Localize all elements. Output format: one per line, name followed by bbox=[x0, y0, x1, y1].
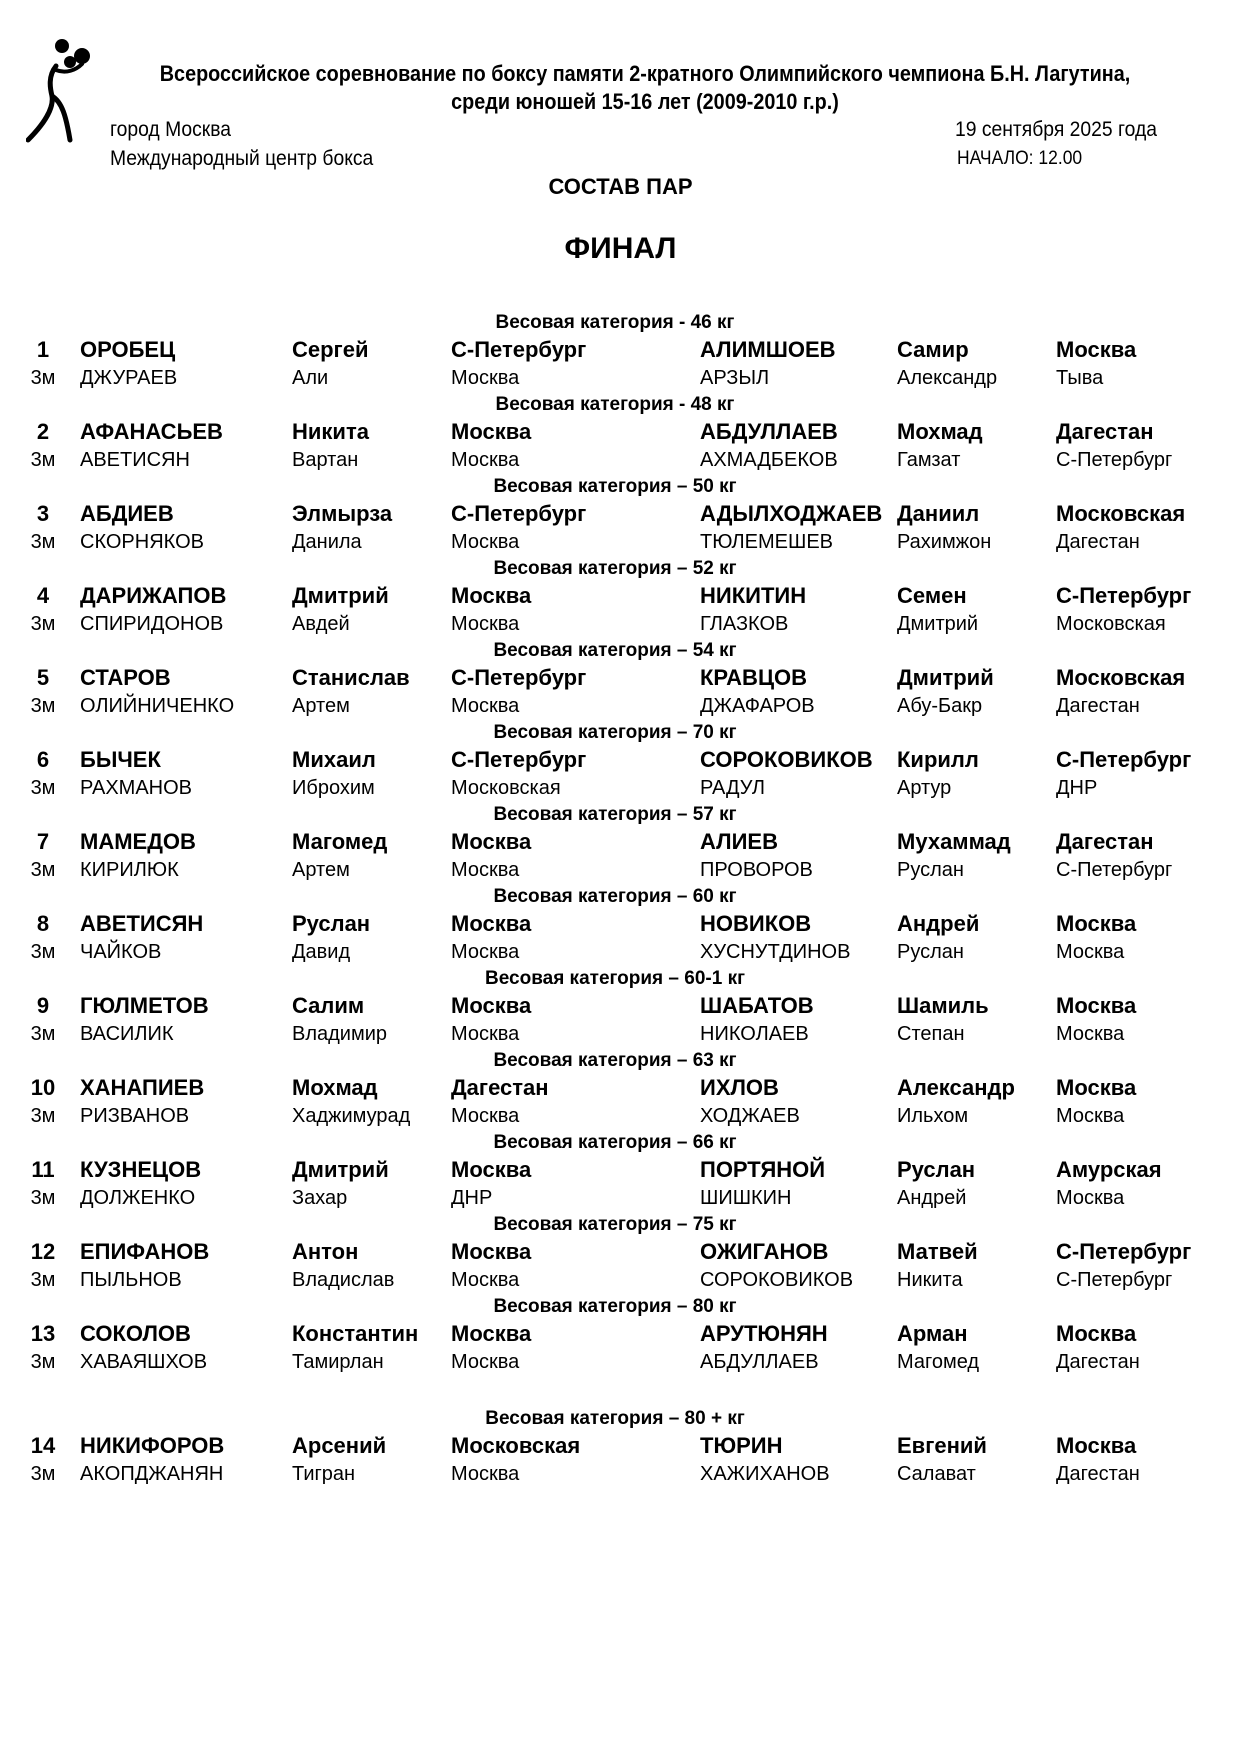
blue-coach-name: Артур bbox=[897, 777, 952, 799]
red-boxer-name: Арсений bbox=[292, 1433, 387, 1458]
blue-boxer-surname: ИХЛОВ bbox=[700, 1075, 779, 1100]
bout-row bbox=[0, 1074, 1241, 1102]
weight-category-header: Весовая категория – 80 кг bbox=[493, 1296, 737, 1317]
bout-row bbox=[0, 418, 1241, 446]
weight-category-header: Весовая категория – 60 кг bbox=[493, 886, 737, 907]
weight-category-header: Весовая категория – 60-1 кг bbox=[484, 968, 746, 989]
blue-coach-surname: ШИШКИН bbox=[700, 1187, 792, 1209]
red-coach-surname: ОЛИЙНИЧЕНКО bbox=[80, 695, 235, 717]
red-coach-surname: ДЖУРАЕВ bbox=[80, 367, 178, 389]
bout-row bbox=[0, 500, 1241, 528]
red-coach-surname: ХАВАЯШХОВ bbox=[80, 1351, 208, 1373]
stage-heading: ФИНАЛ bbox=[564, 232, 677, 265]
weight-category-header: Весовая категория – 63 кг bbox=[493, 1050, 737, 1071]
bout-rounds: 3м bbox=[30, 1023, 56, 1045]
red-coach-region: Москва bbox=[451, 531, 520, 553]
blue-boxer-region: Москва bbox=[1056, 1433, 1137, 1458]
bout-row bbox=[0, 746, 1241, 774]
coach-row bbox=[0, 1460, 1241, 1488]
start-time-label: НАЧАЛО: 12.00 bbox=[957, 148, 1083, 169]
blue-coach-region: Дагестан bbox=[1056, 1463, 1140, 1485]
coach-row bbox=[0, 364, 1241, 392]
red-coach-surname: АКОПДЖАНЯН bbox=[80, 1463, 224, 1485]
red-boxer-surname: АФАНАСЬЕВ bbox=[80, 419, 223, 444]
blue-boxer-surname: АЛИЕВ bbox=[700, 829, 778, 854]
coach-row bbox=[0, 1348, 1241, 1376]
blue-boxer-name: Мухаммад bbox=[897, 829, 1011, 854]
red-coach-region: Москва bbox=[451, 1463, 520, 1485]
bout-rounds: 3м bbox=[30, 449, 56, 471]
bout-row bbox=[0, 828, 1241, 856]
bout-number: 14 bbox=[30, 1433, 56, 1458]
red-coach-name: Тигран bbox=[292, 1463, 356, 1485]
blue-coach-region: С-Петербург bbox=[1056, 859, 1173, 881]
blue-boxer-region: Москва bbox=[1056, 993, 1137, 1018]
coach-row bbox=[0, 692, 1241, 720]
blue-coach-region: Тыва bbox=[1056, 367, 1104, 389]
red-boxer-surname: БЫЧЕК bbox=[80, 747, 161, 772]
red-boxer-surname: ХАНАПИЕВ bbox=[80, 1075, 205, 1100]
blue-coach-region: Дагестан bbox=[1056, 531, 1140, 553]
red-boxer-name: Константин bbox=[292, 1321, 419, 1346]
bout-number: 6 bbox=[36, 747, 50, 772]
weight-category-header: Весовая категория – 66 кг bbox=[493, 1132, 737, 1153]
bout-row bbox=[0, 336, 1241, 364]
bout-row bbox=[0, 1320, 1241, 1348]
bout-number: 4 bbox=[36, 583, 50, 608]
red-boxer-surname: НИКИФОРОВ bbox=[80, 1433, 225, 1458]
blue-coach-name: Дмитрий bbox=[897, 613, 979, 635]
blue-boxer-region: Московская bbox=[1056, 501, 1186, 526]
red-coach-region: Москва bbox=[451, 1023, 520, 1045]
red-boxer-name: Сергей bbox=[292, 337, 369, 362]
red-coach-name: Владимир bbox=[292, 1023, 388, 1045]
blue-boxer-name: Семен bbox=[897, 583, 967, 608]
red-boxer-region: Москва bbox=[451, 419, 532, 444]
red-coach-surname: СПИРИДОНОВ bbox=[80, 613, 224, 635]
blue-coach-surname: АХМАДБЕКОВ bbox=[700, 449, 838, 471]
blue-boxer-region: Москва bbox=[1056, 1075, 1137, 1100]
coach-row bbox=[0, 1266, 1241, 1294]
red-boxer-region: Москва bbox=[451, 583, 532, 608]
red-boxer-name: Михаил bbox=[292, 747, 376, 772]
blue-coach-region: Москва bbox=[1056, 1187, 1125, 1209]
red-coach-region: Москва bbox=[451, 1105, 520, 1127]
blue-boxer-region: Москва bbox=[1056, 1321, 1137, 1346]
red-boxer-region: Московская bbox=[451, 1433, 581, 1458]
red-coach-name: Иброхим bbox=[292, 777, 375, 799]
bout-rounds: 3м bbox=[30, 695, 56, 717]
blue-coach-name: Магомед bbox=[897, 1351, 980, 1373]
blue-boxer-surname: НОВИКОВ bbox=[700, 911, 812, 936]
coach-row bbox=[0, 446, 1241, 474]
red-coach-region: ДНР bbox=[451, 1187, 493, 1209]
red-boxer-region: С-Петербург bbox=[451, 747, 587, 772]
red-coach-region: Москва bbox=[451, 1351, 520, 1373]
bout-number: 5 bbox=[36, 665, 50, 690]
red-boxer-region: Москва bbox=[451, 1321, 532, 1346]
red-coach-surname: СКОРНЯКОВ bbox=[80, 531, 204, 553]
bout-rounds: 3м bbox=[30, 1105, 56, 1127]
blue-coach-region: Москва bbox=[1056, 1023, 1125, 1045]
bout-rounds: 3м bbox=[30, 613, 56, 635]
blue-coach-surname: ХУСНУТДИНОВ bbox=[700, 941, 851, 963]
blue-coach-region: Московская bbox=[1056, 613, 1166, 635]
red-boxer-surname: ЕПИФАНОВ bbox=[80, 1239, 210, 1264]
red-boxer-region: С-Петербург bbox=[451, 337, 587, 362]
blue-boxer-surname: ПОРТЯНОЙ bbox=[700, 1157, 826, 1182]
weight-category-header: Весовая категория - 46 кг bbox=[495, 312, 735, 333]
blue-boxer-surname: АДЫЛХОДЖАЕВ bbox=[700, 501, 883, 526]
blue-boxer-surname: АЛИМШОЕВ bbox=[700, 337, 836, 362]
blue-coach-region: Дагестан bbox=[1056, 695, 1140, 717]
blue-coach-name: Степан bbox=[897, 1023, 965, 1045]
bout-rounds: 3м bbox=[30, 367, 56, 389]
red-boxer-name: Салим bbox=[292, 993, 365, 1018]
blue-coach-name: Руслан bbox=[897, 859, 964, 881]
bout-number: 7 bbox=[36, 829, 50, 854]
blue-coach-surname: АРЗЫЛ bbox=[700, 367, 770, 389]
bout-rounds: 3м bbox=[30, 1187, 56, 1209]
weight-category-header: Весовая категория - 48 кг bbox=[495, 394, 735, 415]
bout-row bbox=[0, 992, 1241, 1020]
red-coach-name: Тамирлан bbox=[292, 1351, 384, 1373]
weight-category-header: Весовая категория – 70 кг bbox=[493, 722, 737, 743]
coach-row bbox=[0, 1184, 1241, 1212]
red-coach-surname: ДОЛЖЕНКО bbox=[80, 1187, 196, 1209]
date-label: 19 сентября 2025 года bbox=[955, 118, 1157, 141]
bout-row bbox=[0, 664, 1241, 692]
city-label: город Москва bbox=[110, 118, 232, 141]
blue-boxer-surname: ТЮРИН bbox=[700, 1433, 783, 1458]
red-coach-region: Москва bbox=[451, 859, 520, 881]
blue-coach-region: Москва bbox=[1056, 1105, 1125, 1127]
red-boxer-surname: СТАРОВ bbox=[80, 665, 171, 690]
coach-row bbox=[0, 528, 1241, 556]
blue-coach-region: С-Петербург bbox=[1056, 449, 1173, 471]
blue-boxer-region: Московская bbox=[1056, 665, 1186, 690]
red-coach-region: Москва bbox=[451, 1269, 520, 1291]
blue-coach-surname: ТЮЛЕМЕШЕВ bbox=[700, 531, 833, 553]
blue-coach-surname: ХОДЖАЕВ bbox=[700, 1105, 800, 1127]
bout-rounds: 3м bbox=[30, 859, 56, 881]
red-coach-name: Владислав bbox=[292, 1269, 395, 1291]
red-boxer-name: Дмитрий bbox=[292, 583, 389, 608]
red-boxer-name: Станислав bbox=[292, 665, 410, 690]
blue-boxer-region: С-Петербург bbox=[1056, 583, 1192, 608]
bout-number: 2 bbox=[36, 419, 50, 444]
blue-boxer-region: Москва bbox=[1056, 337, 1137, 362]
bout-rounds: 3м bbox=[30, 1269, 56, 1291]
blue-coach-region: С-Петербург bbox=[1056, 1269, 1173, 1291]
red-boxer-region: С-Петербург bbox=[451, 501, 587, 526]
coach-row bbox=[0, 774, 1241, 802]
red-coach-surname: ПЫЛЬНОВ bbox=[80, 1269, 182, 1291]
red-boxer-name: Антон bbox=[292, 1239, 359, 1264]
red-coach-region: Москва bbox=[451, 695, 520, 717]
red-boxer-name: Элмырза bbox=[292, 501, 393, 526]
red-boxer-surname: ДАРИЖАПОВ bbox=[80, 583, 227, 608]
red-coach-surname: РИЗВАНОВ bbox=[80, 1105, 190, 1127]
bout-rounds: 3м bbox=[30, 1351, 56, 1373]
blue-coach-surname: СОРОКОВИКОВ bbox=[700, 1269, 854, 1291]
blue-coach-surname: ДЖАФАРОВ bbox=[700, 695, 815, 717]
red-coach-name: Али bbox=[292, 367, 329, 389]
red-coach-region: Москва bbox=[451, 613, 520, 635]
blue-boxer-region: Дагестан bbox=[1056, 419, 1154, 444]
blue-coach-name: Андрей bbox=[897, 1187, 967, 1209]
blue-boxer-surname: АБДУЛЛАЕВ bbox=[700, 419, 838, 444]
bout-row bbox=[0, 1432, 1241, 1460]
red-coach-region: Московская bbox=[451, 777, 561, 799]
blue-boxer-name: Самир bbox=[897, 337, 969, 362]
blue-coach-surname: РАДУЛ bbox=[700, 777, 765, 799]
red-boxer-region: С-Петербург bbox=[451, 665, 587, 690]
bout-row bbox=[0, 910, 1241, 938]
red-boxer-surname: АВЕТИСЯН bbox=[80, 911, 204, 936]
blue-coach-name: Руслан bbox=[897, 941, 964, 963]
event-title: Всероссийское соревнование по боксу памяти 2-кратного Олимпийского чемпиона Б.Н. Лагутина, bbox=[159, 61, 1131, 86]
red-boxer-surname: ГЮЛМЕТОВ bbox=[80, 993, 209, 1018]
blue-boxer-surname: АРУТЮНЯН bbox=[700, 1321, 828, 1346]
bout-rounds: 3м bbox=[30, 531, 56, 553]
red-boxer-region: Москва bbox=[451, 993, 532, 1018]
red-boxer-name: Руслан bbox=[292, 911, 371, 936]
weight-category-header: Весовая категория – 54 кг bbox=[493, 640, 737, 661]
weight-category-header: Весовая категория – 80 + кг bbox=[485, 1408, 745, 1429]
blue-boxer-name: Евгений bbox=[897, 1433, 987, 1458]
coach-row bbox=[0, 610, 1241, 638]
blue-boxer-surname: КРАВЦОВ bbox=[700, 665, 808, 690]
red-boxer-region: Москва bbox=[451, 1157, 532, 1182]
blue-coach-surname: НИКОЛАЕВ bbox=[700, 1023, 809, 1045]
blue-coach-name: Ильхом bbox=[897, 1105, 969, 1127]
blue-coach-name: Александр bbox=[897, 367, 998, 389]
blue-boxer-name: Матвей bbox=[897, 1239, 978, 1264]
blue-coach-surname: ХАЖИХАНОВ bbox=[700, 1463, 830, 1485]
blue-coach-name: Абу-Бакр bbox=[897, 695, 983, 717]
blue-boxer-region: Амурская bbox=[1056, 1157, 1162, 1182]
coach-row bbox=[0, 1102, 1241, 1130]
bout-row bbox=[0, 1238, 1241, 1266]
weight-category-header: Весовая категория – 57 кг bbox=[493, 804, 737, 825]
bout-rounds: 3м bbox=[30, 777, 56, 799]
blue-boxer-region: Дагестан bbox=[1056, 829, 1154, 854]
red-boxer-surname: СОКОЛОВ bbox=[80, 1321, 191, 1346]
blue-boxer-name: Александр bbox=[897, 1075, 1015, 1100]
red-boxer-name: Мохмад bbox=[292, 1075, 378, 1100]
red-coach-region: Москва bbox=[451, 449, 520, 471]
blue-boxer-surname: ОЖИГАНОВ bbox=[700, 1239, 829, 1264]
blue-coach-surname: ПРОВОРОВ bbox=[700, 859, 813, 881]
red-coach-surname: ЧАЙКОВ bbox=[80, 941, 162, 963]
red-coach-name: Авдей bbox=[292, 613, 350, 635]
blue-coach-name: Салават bbox=[897, 1463, 976, 1485]
red-boxer-name: Дмитрий bbox=[292, 1157, 389, 1182]
red-boxer-name: Магомед bbox=[292, 829, 388, 854]
bout-number: 9 bbox=[36, 993, 50, 1018]
venue-label: Международный центр бокса bbox=[110, 147, 374, 170]
bout-roster bbox=[0, 310, 1241, 1488]
red-coach-name: Хаджимурад bbox=[292, 1105, 411, 1127]
blue-coach-region: Дагестан bbox=[1056, 1351, 1140, 1373]
red-boxer-region: Дагестан bbox=[451, 1075, 549, 1100]
blue-coach-surname: АБДУЛЛАЕВ bbox=[700, 1351, 819, 1373]
blue-coach-name: Гамзат bbox=[897, 449, 961, 471]
weight-category-header: Весовая категория – 50 кг bbox=[493, 476, 737, 497]
red-coach-region: Москва bbox=[451, 367, 520, 389]
bout-rounds: 3м bbox=[30, 941, 56, 963]
weight-category-header: Весовая категория – 75 кг bbox=[493, 1214, 737, 1235]
red-coach-surname: АВЕТИСЯН bbox=[80, 449, 190, 471]
blue-boxer-surname: СОРОКОВИКОВ bbox=[700, 747, 873, 772]
red-boxer-surname: КУЗНЕЦОВ bbox=[80, 1157, 202, 1182]
blue-boxer-surname: ШАБАТОВ bbox=[700, 993, 814, 1018]
weight-category-header: Весовая категория – 52 кг bbox=[493, 558, 737, 579]
bout-number: 3 bbox=[36, 501, 50, 526]
red-boxer-name: Никита bbox=[292, 419, 369, 444]
red-coach-region: Москва bbox=[451, 941, 520, 963]
blue-boxer-name: Даниил bbox=[897, 501, 980, 526]
red-boxer-region: Москва bbox=[451, 1239, 532, 1264]
bout-number: 12 bbox=[30, 1239, 56, 1264]
red-coach-name: Данила bbox=[292, 531, 362, 553]
red-boxer-surname: АБДИЕВ bbox=[80, 501, 174, 526]
bout-row bbox=[0, 1156, 1241, 1184]
blue-boxer-surname: НИКИТИН bbox=[700, 583, 807, 608]
coach-row bbox=[0, 856, 1241, 884]
red-coach-surname: КИРИЛЮК bbox=[80, 859, 179, 881]
blue-coach-surname: ГЛАЗКОВ bbox=[700, 613, 789, 635]
blue-boxer-name: Дмитрий bbox=[897, 665, 994, 690]
bout-number: 8 bbox=[36, 911, 50, 936]
blue-boxer-name: Мохмад bbox=[897, 419, 983, 444]
blue-boxer-name: Руслан bbox=[897, 1157, 976, 1182]
event-subtitle: среди юношей 15-16 лет (2009-2010 г.р.) bbox=[451, 89, 839, 114]
red-coach-name: Захар bbox=[292, 1187, 348, 1209]
red-coach-surname: РАХМАНОВ bbox=[80, 777, 193, 799]
red-boxer-surname: ОРОБЕЦ bbox=[80, 337, 176, 362]
bout-number: 10 bbox=[30, 1075, 56, 1100]
blue-boxer-region: Москва bbox=[1056, 911, 1137, 936]
coach-row bbox=[0, 1020, 1241, 1048]
blue-coach-name: Рахимжон bbox=[897, 531, 992, 553]
red-coach-name: Артем bbox=[292, 695, 350, 717]
red-coach-surname: ВАСИЛИК bbox=[80, 1023, 174, 1045]
coach-row bbox=[0, 938, 1241, 966]
red-coach-name: Вартан bbox=[292, 449, 359, 471]
red-coach-name: Давид bbox=[292, 941, 351, 963]
blue-boxer-name: Андрей bbox=[897, 911, 980, 936]
red-boxer-surname: МАМЕДОВ bbox=[80, 829, 196, 854]
blue-boxer-name: Арман bbox=[897, 1321, 968, 1346]
red-boxer-region: Москва bbox=[451, 911, 532, 936]
blue-coach-region: Москва bbox=[1056, 941, 1125, 963]
blue-boxer-region: С-Петербург bbox=[1056, 1239, 1192, 1264]
red-coach-name: Артем bbox=[292, 859, 350, 881]
red-boxer-region: Москва bbox=[451, 829, 532, 854]
pairs-heading: СОСТАВ ПАР bbox=[548, 174, 693, 199]
bout-number: 1 bbox=[36, 337, 50, 362]
blue-boxer-region: С-Петербург bbox=[1056, 747, 1192, 772]
bout-row bbox=[0, 582, 1241, 610]
blue-boxer-name: Кирилл bbox=[897, 747, 979, 772]
blue-coach-name: Никита bbox=[897, 1269, 963, 1291]
blue-boxer-name: Шамиль bbox=[897, 993, 989, 1018]
bout-number: 11 bbox=[31, 1157, 55, 1182]
blue-coach-region: ДНР bbox=[1056, 777, 1098, 799]
boxer-logo-icon bbox=[26, 36, 106, 144]
bout-rounds: 3м bbox=[30, 1463, 56, 1485]
bout-number: 13 bbox=[30, 1321, 56, 1346]
